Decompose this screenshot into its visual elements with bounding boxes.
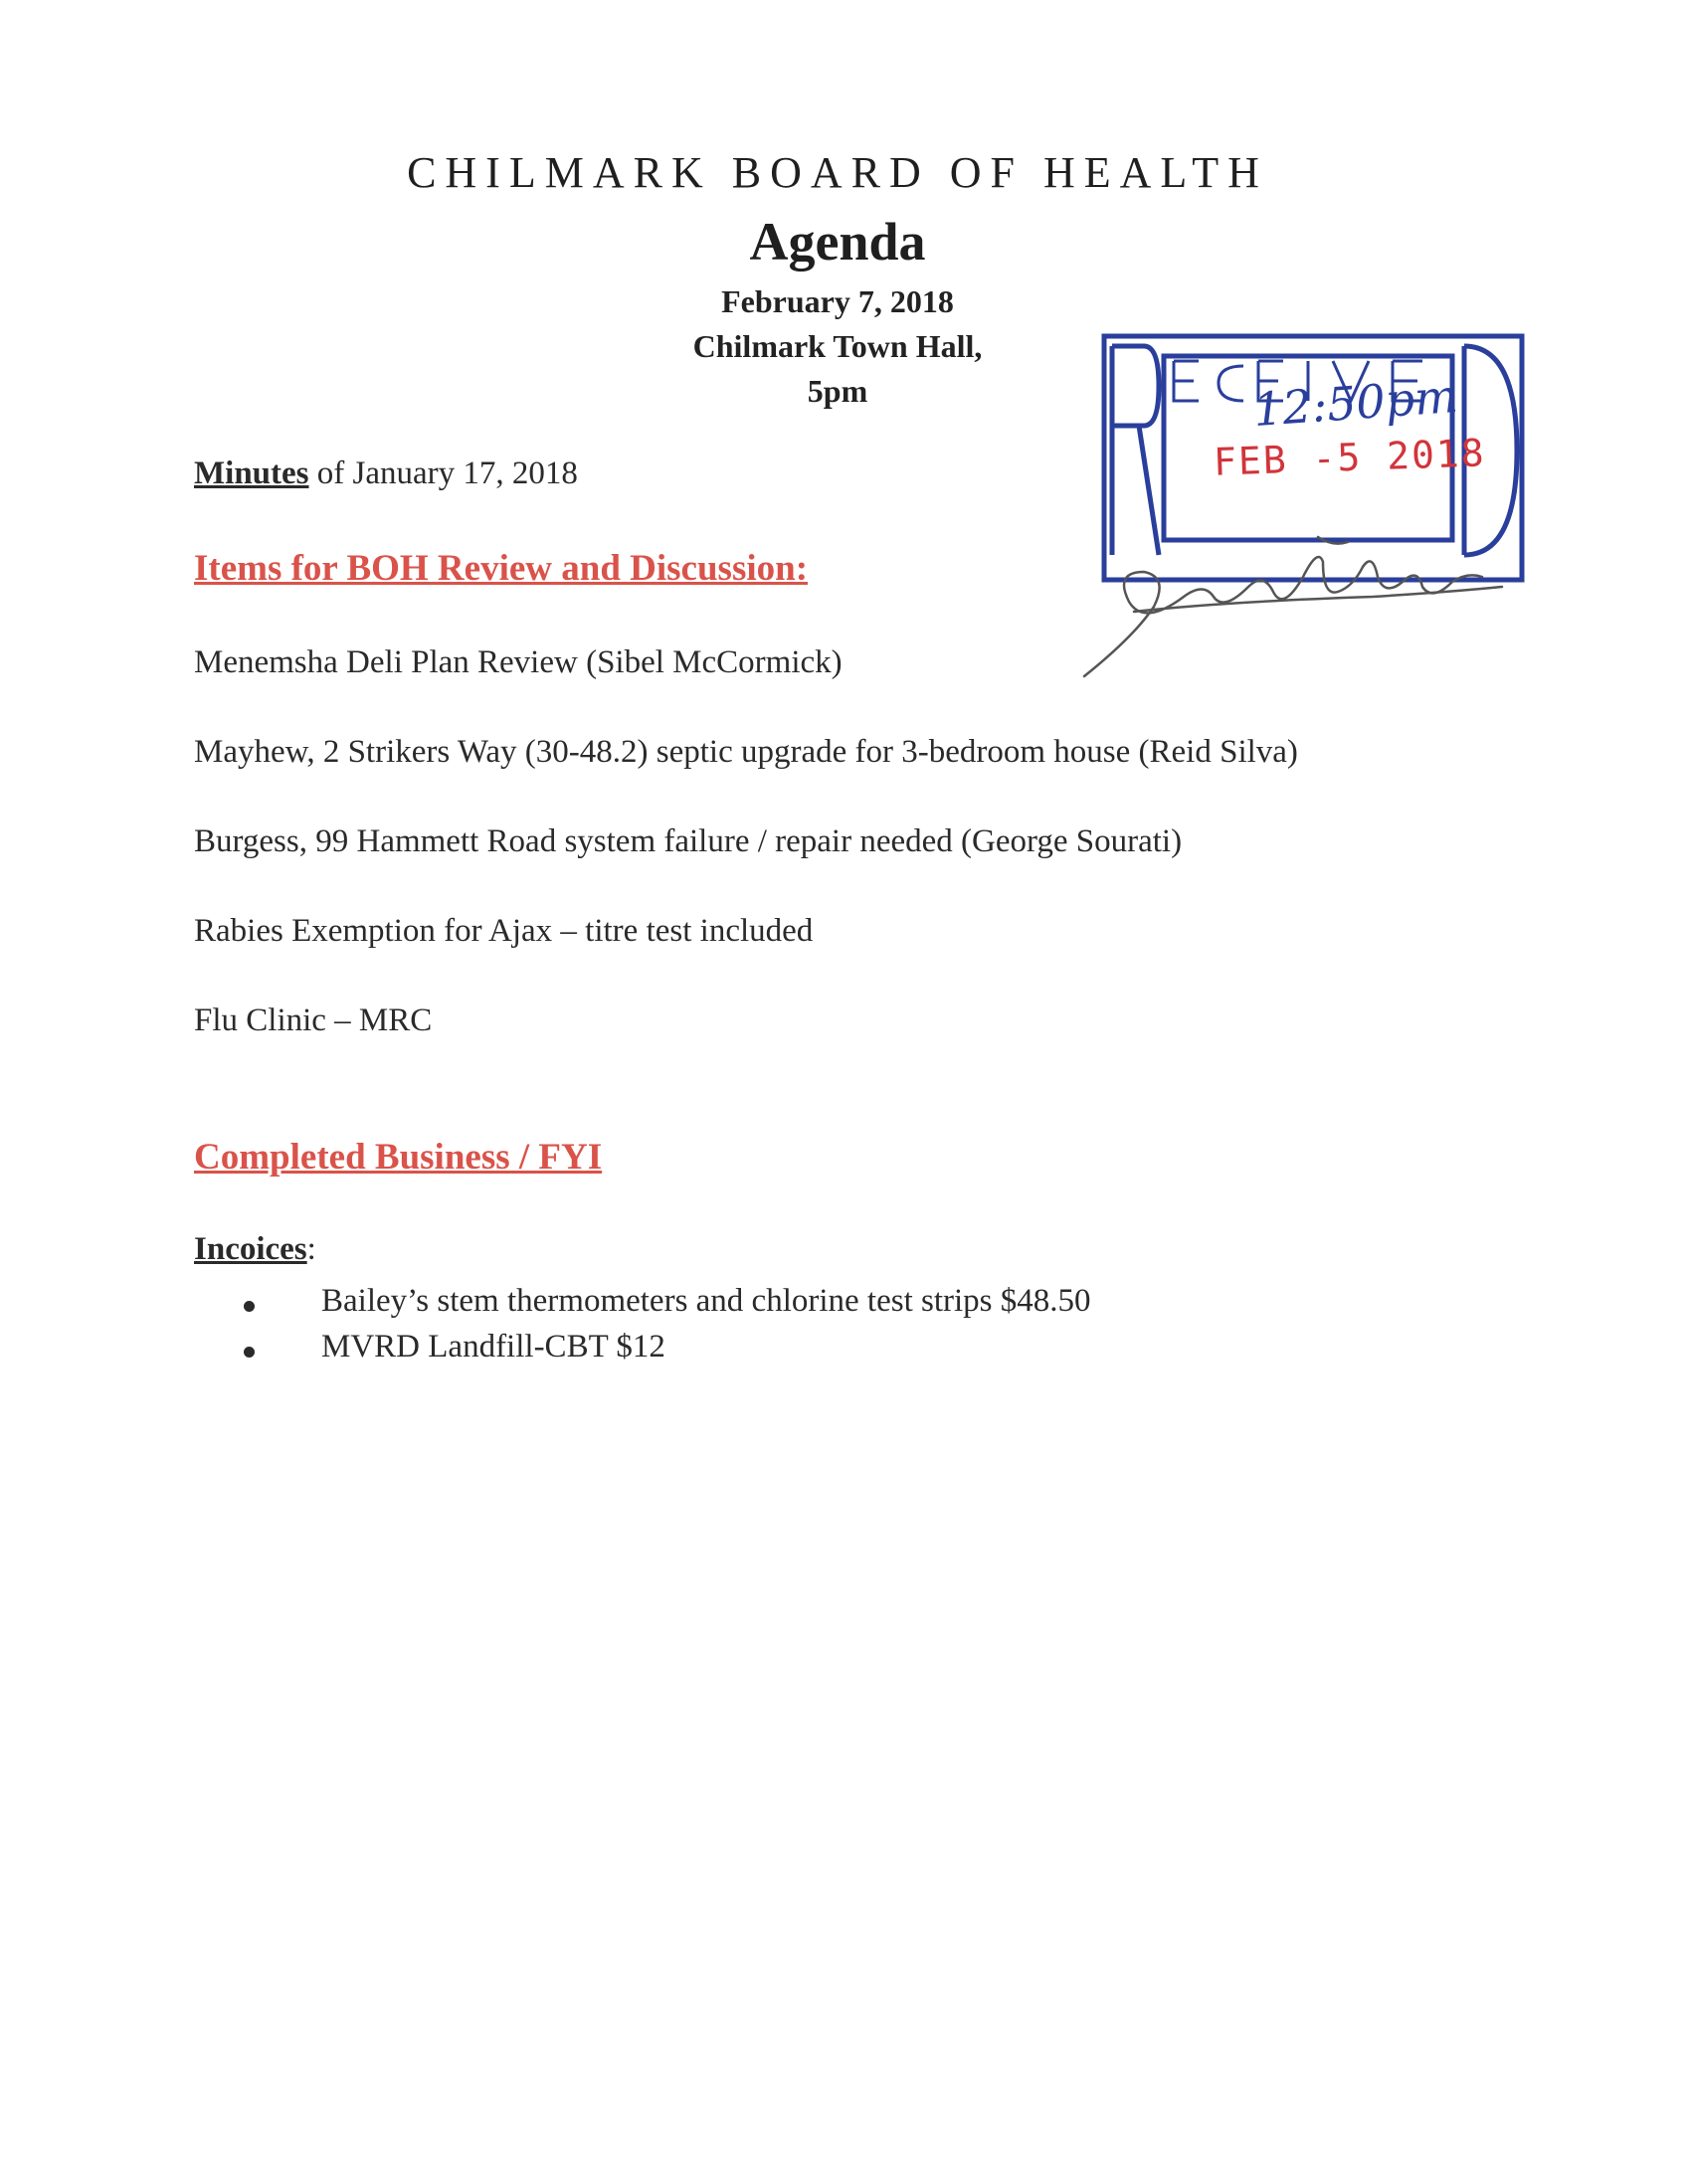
document-title: Agenda [749, 212, 926, 272]
review-item: Burgess, 99 Hammett Road system failure / repair needed (George Sourati) [194, 823, 1183, 859]
review-item: Mayhew, 2 Strikers Way (30-48.2) septic upgrade for 3-bedroom house (Reid Silva) [194, 734, 1298, 770]
review-item: Menemsha Deli Plan Review (Sibel McCormick) [194, 644, 843, 680]
meeting-time: 5pm [807, 373, 868, 409]
signature-icon [1074, 517, 1512, 686]
review-item: Rabies Exemption for Ajax – titre test included [194, 913, 814, 949]
list-item [244, 1283, 1091, 1329]
invoices-line [194, 1231, 316, 1268]
meeting-location: Chilmark Town Hall, [692, 328, 983, 364]
stamp-time: 12:50pm [1251, 368, 1460, 438]
list-item [244, 1329, 1091, 1374]
invoice-list [244, 1283, 1091, 1374]
review-item: Flu Clinic – MRC [194, 1002, 433, 1038]
minutes-text: of January 17, 2018 [308, 455, 578, 491]
minutes-line [194, 455, 578, 492]
bullet-icon [244, 1347, 255, 1358]
minutes-label: Minutes [194, 455, 309, 491]
invoices-label: Incoices [194, 1231, 307, 1267]
meeting-date: February 7, 2018 [721, 283, 954, 319]
review-heading: Items for BOH Review and Discussion: [194, 548, 809, 589]
stamp-date: FEB -5 2018 [1213, 431, 1487, 484]
bullet-icon [244, 1301, 255, 1312]
invoice-item: MVRD Landfill-CBT $12 [321, 1329, 665, 1365]
invoice-item: Bailey’s stem thermometers and chlorine test strips $48.50 [321, 1283, 1091, 1319]
invoices-colon: : [306, 1231, 316, 1267]
organization-name: CHILMARK BOARD OF HEALTH [407, 148, 1268, 197]
completed-heading: Completed Business / FYI [194, 1137, 603, 1178]
